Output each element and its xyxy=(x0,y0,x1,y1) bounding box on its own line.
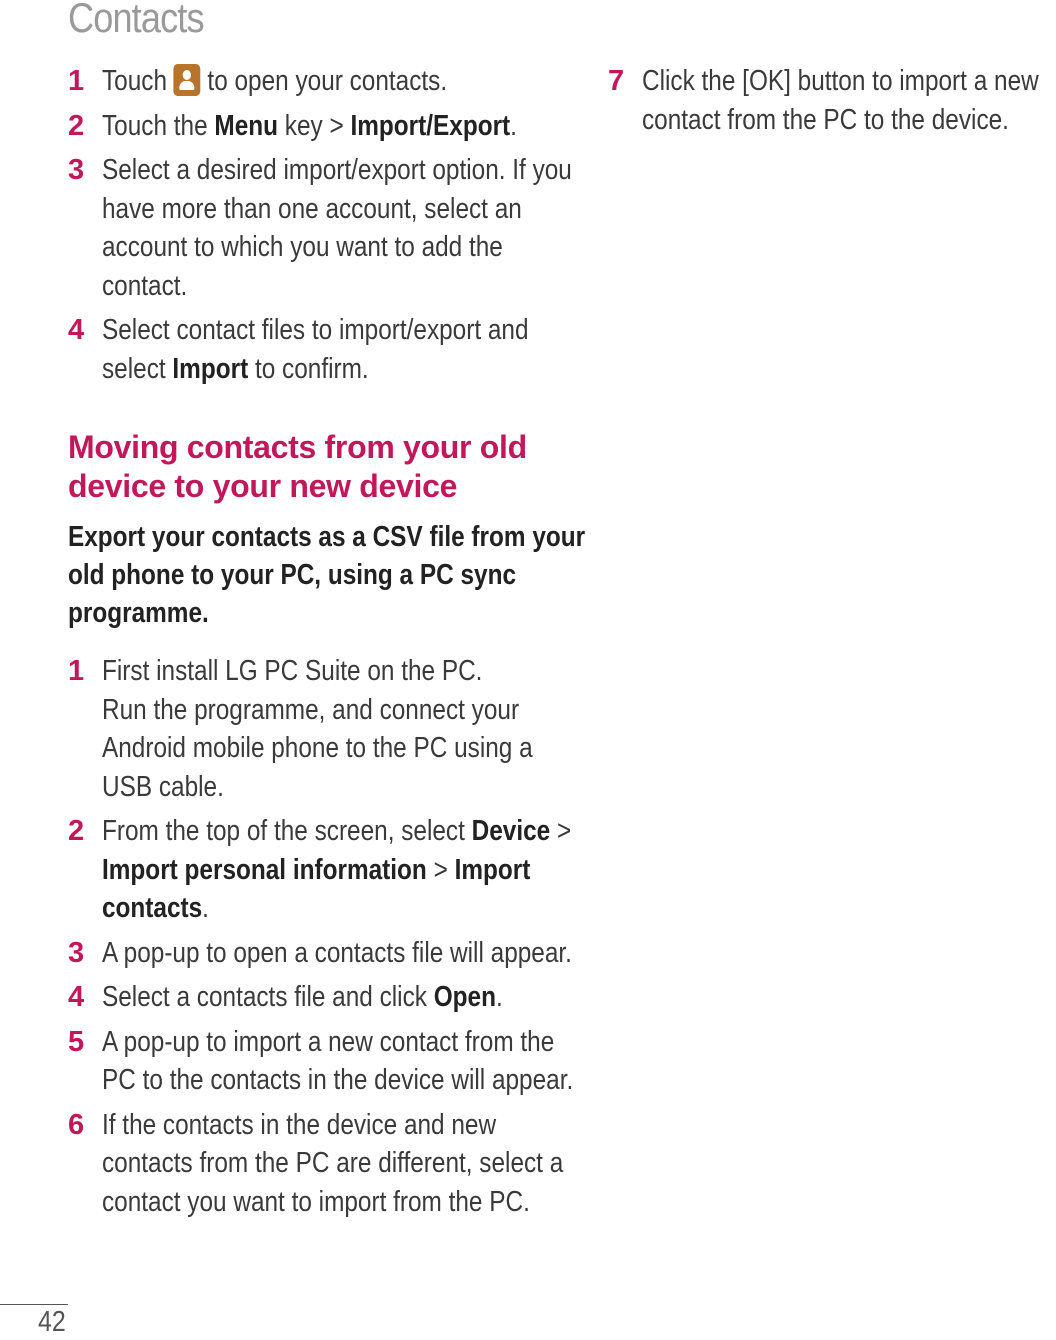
step-number: 4 xyxy=(68,314,85,346)
step-item xyxy=(68,311,588,388)
section-title: Moving contacts from your old device to your new device xyxy=(68,429,527,504)
step-text-run: . xyxy=(510,109,517,142)
step-text-run: to open your contacts. xyxy=(200,65,448,97)
step-number: 1 xyxy=(68,65,85,97)
ui-term: Import contacts xyxy=(102,853,531,924)
page-header: Contacts xyxy=(68,0,204,41)
step-text xyxy=(102,812,588,928)
ui-term: Open xyxy=(433,981,496,1013)
import-steps xyxy=(68,62,588,388)
ui-term: Import xyxy=(172,352,249,385)
step-number: 7 xyxy=(608,65,625,97)
ui-term: Import/Export xyxy=(350,109,511,142)
step-text xyxy=(102,107,588,146)
move-steps-continued xyxy=(608,62,1056,139)
left-column xyxy=(68,62,588,1227)
step-number: 3 xyxy=(68,154,85,186)
step-text-run: to confirm. xyxy=(248,352,369,385)
step-item xyxy=(608,62,1056,139)
step-text-run: First install LG PC Suite on the PC. xyxy=(102,655,483,687)
step-text-run: . xyxy=(495,981,503,1013)
step-text xyxy=(102,151,588,305)
step-text xyxy=(102,1023,588,1100)
step-number: 3 xyxy=(68,936,85,969)
step-number: 4 xyxy=(68,981,85,1013)
step-text-run: A pop-up to open a contacts file will appear. xyxy=(102,936,572,969)
ui-term: Menu xyxy=(214,109,279,142)
step-text-run: Select a desired import/export option. If you have more than one account, select an account to which you want to add the contact. xyxy=(102,154,572,302)
step-text-run: From the top of the screen, select xyxy=(102,815,472,847)
step-text-run: Run the programme, and connect your Android mobile phone to the PC using a USB cable. xyxy=(102,693,533,803)
step-text-run: Select contact files to import/export and select xyxy=(102,314,529,385)
step-text-run: . xyxy=(202,892,209,924)
step-item xyxy=(68,978,588,1017)
step-text xyxy=(102,311,588,388)
step-item xyxy=(68,151,588,305)
step-text-run: Touch xyxy=(102,65,174,97)
step-text-run: Click the [OK] button to import a new contact from the PC to the device. xyxy=(642,65,1039,136)
step-number: 2 xyxy=(68,109,85,142)
contacts-app-icon xyxy=(174,64,201,96)
footer-rule xyxy=(0,1304,68,1305)
step-text xyxy=(102,1106,588,1222)
ui-term: Import personal information xyxy=(102,853,427,886)
step-text xyxy=(102,978,588,1017)
step-number: 2 xyxy=(68,815,85,847)
step-item xyxy=(68,62,588,101)
step-item xyxy=(68,934,588,973)
right-column xyxy=(608,62,1056,145)
step-item xyxy=(68,1023,588,1100)
step-number: 6 xyxy=(68,1108,85,1141)
step-item xyxy=(68,652,588,806)
subsection-title: Export your contacts as a CSV file from your old phone to your PC, using a PC sync programme. xyxy=(68,521,586,629)
step-text-run: Select a contacts file and click xyxy=(102,981,434,1013)
step-text-run: key > xyxy=(278,109,351,142)
step-item xyxy=(68,1106,588,1222)
move-steps xyxy=(68,652,588,1221)
step-text-run: > xyxy=(426,853,455,886)
step-text-run: > xyxy=(550,815,572,847)
step-item xyxy=(68,812,588,928)
step-text xyxy=(102,934,588,973)
ui-term: Device xyxy=(471,815,551,847)
step-text-run: Touch the xyxy=(102,109,215,142)
step-text xyxy=(102,62,588,101)
step-item xyxy=(68,107,588,146)
step-text-run: A pop-up to import a new contact from the PC to the contacts in the device will appear. xyxy=(102,1025,574,1096)
step-number: 1 xyxy=(68,655,85,687)
step-number: 5 xyxy=(68,1025,85,1058)
step-text-run: If the contacts in the device and new contacts from the PC are different, select a contact you want to import from the PC. xyxy=(102,1108,564,1218)
page-number: 42 xyxy=(38,1306,66,1338)
step-text xyxy=(102,652,588,806)
step-text xyxy=(642,62,1056,139)
